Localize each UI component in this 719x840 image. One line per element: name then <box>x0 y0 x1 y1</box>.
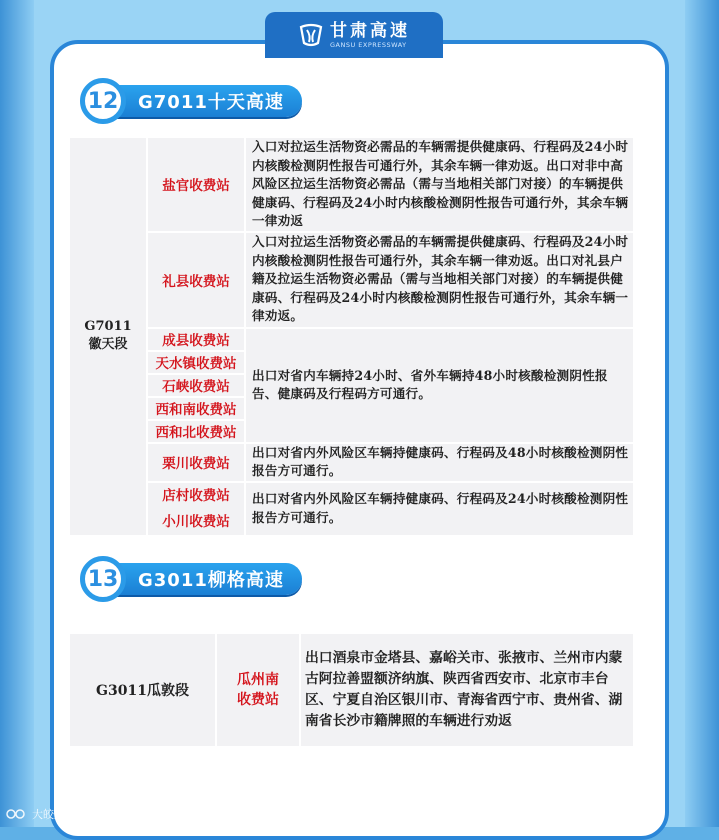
station-cell <box>147 232 245 328</box>
station-name: 栗川收费站 <box>162 456 230 472</box>
table-row <box>69 633 634 747</box>
rule-text: 出口对省内外风险区车辆持健康码、行程码及24小时核酸检测阴性报告方可通行。 <box>252 491 629 525</box>
table-row <box>69 482 634 536</box>
watermark <box>6 806 76 822</box>
station-cell <box>147 374 245 397</box>
table-row <box>69 328 634 351</box>
station-cell <box>147 420 245 443</box>
rule-text: 入口对拉运生活物资必需品的车辆需提供健康码、行程码及24小时内核酸检测阴性报告可通行外，其余车辆一律劝返。出口对非中高风险区拉运生活物资必需品（需与当地相关部门对接）的车辆提供健康码、行程码及24小时内核酸检测阴性报告可通行外，其余车辆一律劝返 <box>252 139 629 228</box>
station-cell <box>147 328 245 351</box>
rule-cell <box>245 443 634 482</box>
background-stripe-left <box>0 0 34 827</box>
station-name: 礼县收费站 <box>162 273 230 290</box>
section-title: G3011柳格高速 <box>116 563 302 595</box>
section-title: G7011十天高速 <box>116 85 302 117</box>
watermark-text: 大皎路况 <box>32 808 76 821</box>
station-name: 天水镇收费站 <box>155 356 237 372</box>
rule-cell <box>245 482 634 536</box>
rule-text: 入口对拉运生活物资必需品的车辆需提供健康码、行程码及24小时内核酸检测阴性报告可通行外，其余车辆一律劝返。出口对礼县户籍及拉运生活物资必需品（需与当地相关部门对接）的车辆提供健康码、行程码及24小时内核酸检测阴性报告可通行外，其余车辆一律劝返。 <box>252 234 629 324</box>
rule-cell <box>300 633 634 747</box>
segment-cell <box>69 633 216 747</box>
section-number: 13 <box>80 556 126 602</box>
rule-text: 出口对省内车辆持24小时、省外车辆持48小时核酸检测阴性报告、健康码及行程码方可通行。 <box>252 367 608 401</box>
station-name: 店村收费站 <box>162 487 230 504</box>
table-row <box>69 232 634 328</box>
station-cell <box>147 443 245 482</box>
station-name: 西和南收费站 <box>155 402 237 418</box>
station-cell <box>147 137 245 232</box>
section-13-table <box>68 632 635 748</box>
station-cell <box>147 482 245 536</box>
brand-logo <box>265 12 443 58</box>
watermark-logo-icon <box>6 807 28 821</box>
station-name: 石峡收费站 <box>162 379 230 395</box>
segment-name: G7011 徽天段 <box>84 319 132 353</box>
road-logo-icon <box>298 22 324 48</box>
rule-cell <box>245 232 634 328</box>
rule-cell <box>245 328 634 443</box>
logo-text: 甘肃高速 <box>330 20 410 41</box>
station-cell <box>147 397 245 420</box>
station-name: 成县收费站 <box>162 333 230 349</box>
segment-cell <box>69 137 147 536</box>
station-cell <box>216 633 300 747</box>
table-row <box>69 137 634 232</box>
segment-name: G3011瓜敦段 <box>96 683 189 699</box>
rule-text: 出口酒泉市金塔县、嘉峪关市、张掖市、兰州市内蒙古阿拉善盟额济纳旗、陕西省西安市、北京市丰台区、宁夏自治区银川市、青海省西宁市、贵州省、湖南省长沙市籍牌照的车辆进行劝返 <box>305 650 623 729</box>
table-row <box>69 443 634 482</box>
background-stripe-right <box>685 0 719 827</box>
station-name: 瓜州南 收费站 <box>237 672 279 708</box>
section-12-table <box>68 136 635 537</box>
station-name: 小川收费站 <box>162 513 230 530</box>
rule-cell <box>245 137 634 232</box>
section-13-header <box>80 556 302 602</box>
station-cell <box>147 351 245 374</box>
station-name: 盐官收费站 <box>162 178 230 195</box>
section-12-header <box>80 78 302 124</box>
rule-text: 出口对省内外风险区车辆持健康码、行程码及48小时核酸检测阴性报告方可通行。 <box>252 444 629 478</box>
logo-subtext: GANSU EXPRESSWAY <box>330 40 407 49</box>
station-name: 西和北收费站 <box>155 425 237 441</box>
section-number: 12 <box>80 78 126 124</box>
